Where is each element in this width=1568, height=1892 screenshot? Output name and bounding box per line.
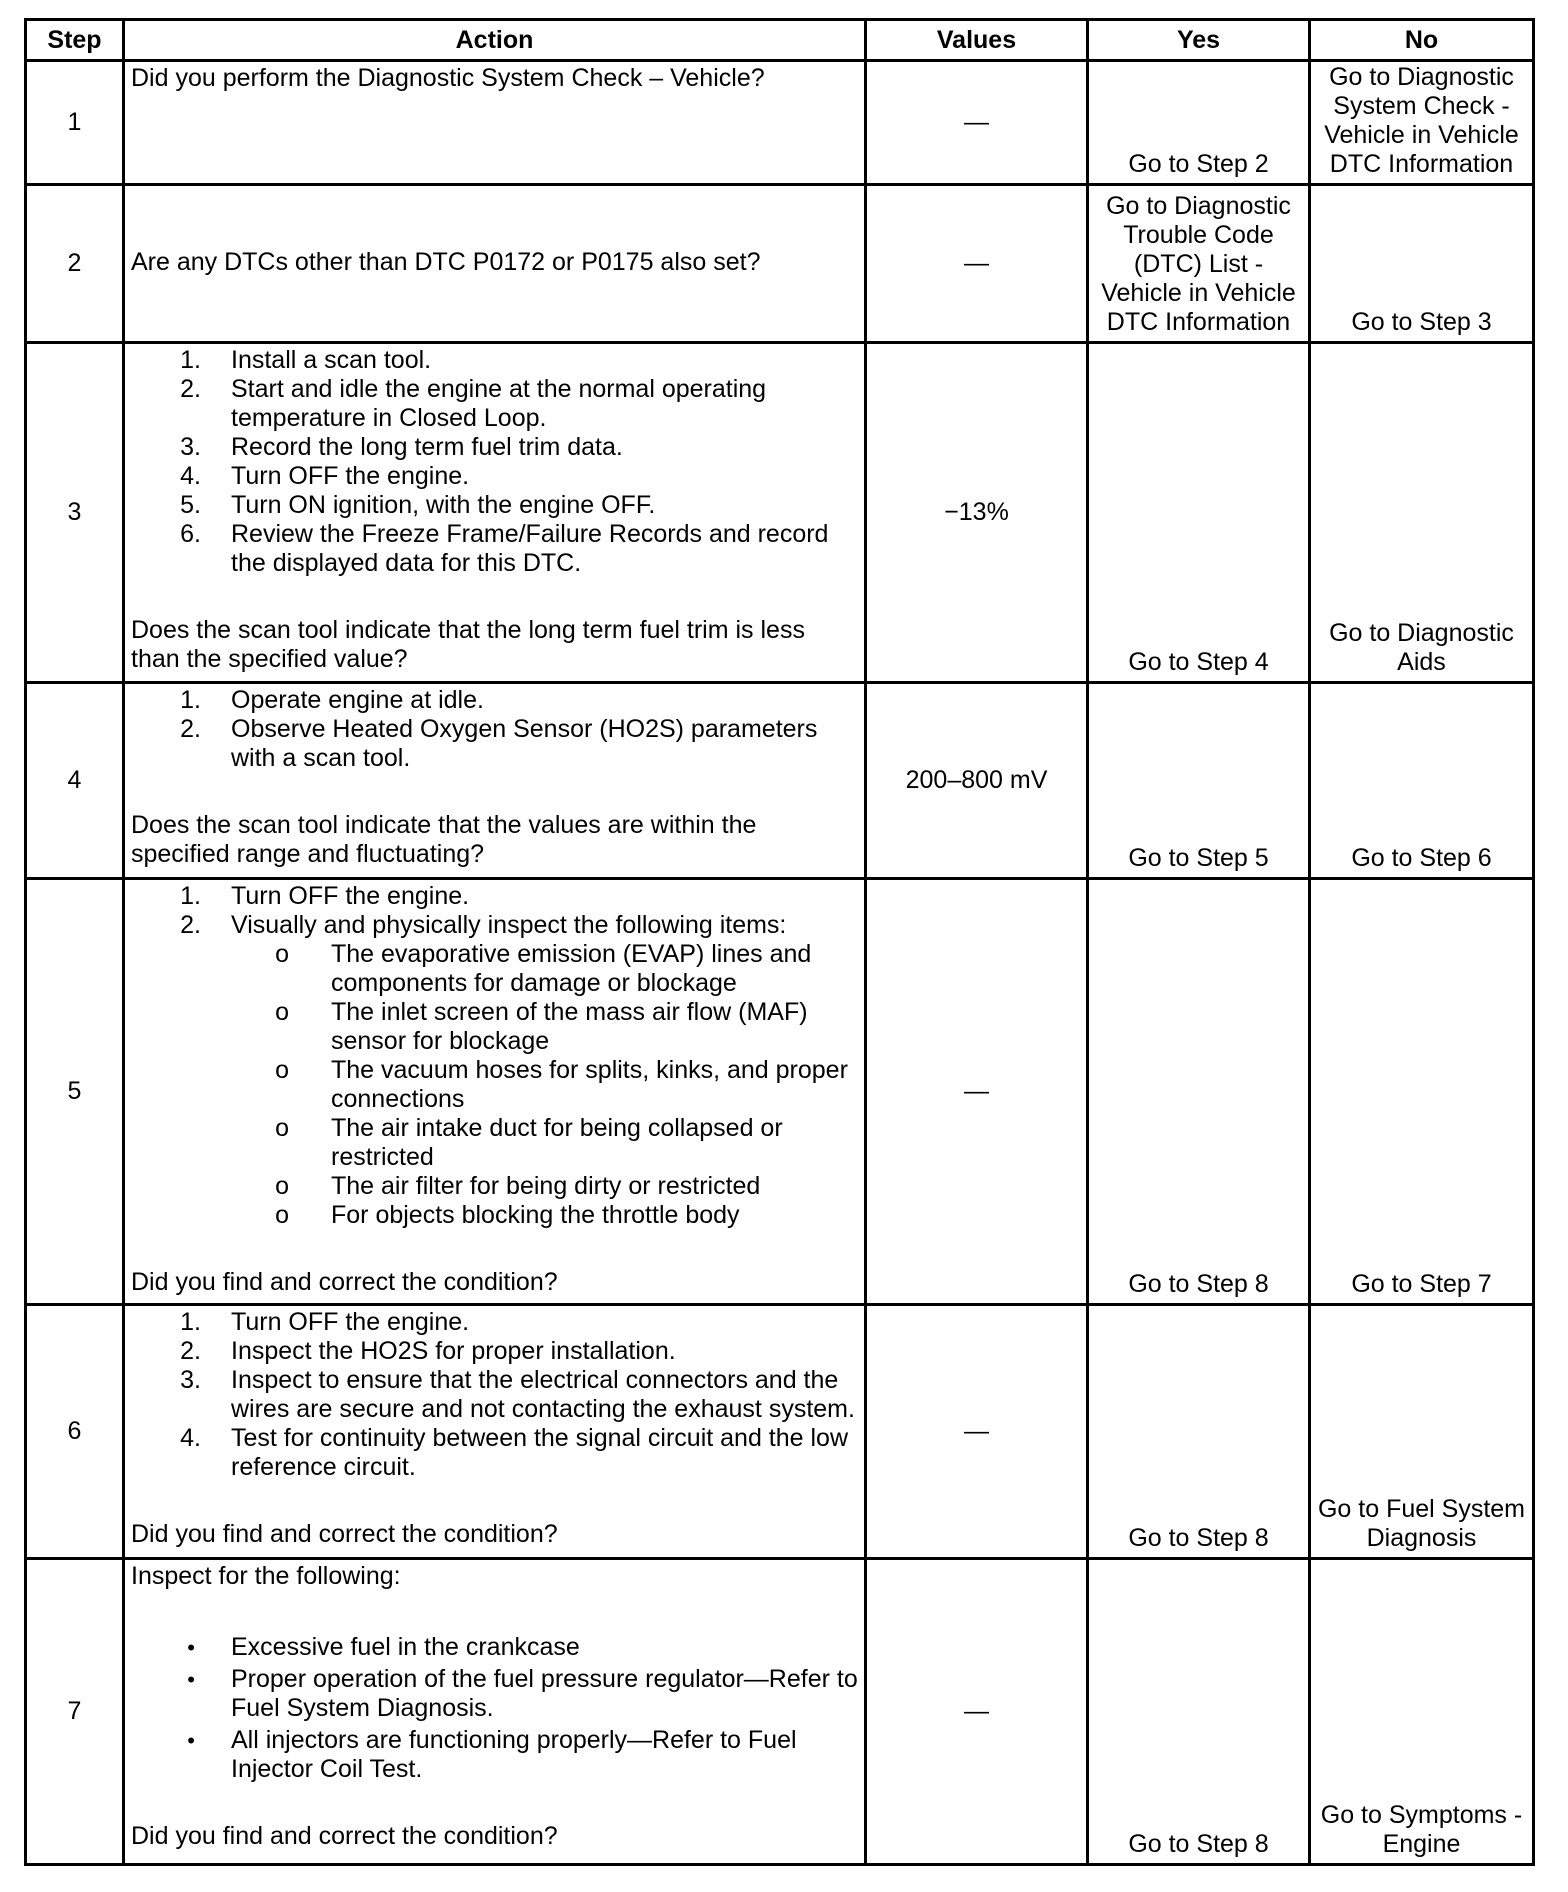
list-item: 3. Record the long term fuel trim data. — [180, 433, 623, 461]
value-cell: — — [866, 61, 1088, 185]
action-cell — [124, 683, 866, 879]
list-item: 1. Turn OFF the engine. — [180, 882, 470, 910]
step-list — [131, 882, 860, 940]
step-number: 1 — [26, 61, 124, 185]
step-number: 7 — [26, 1559, 124, 1865]
list-item: o The inlet screen of the mass air flow (MAF) sensor for blockage — [275, 998, 808, 1055]
list-item: 2. Visually and physically inspect the following items: — [180, 911, 787, 939]
list-item: o The air filter for being dirty or restricted — [275, 1172, 761, 1200]
table-row — [26, 683, 1534, 879]
action-question: Did you perform the Diagnostic System Check – Vehicle? — [131, 64, 765, 92]
list-item: • All injectors are functioning properly—Refer to Fuel Injector Coil Test. — [187, 1726, 797, 1783]
yes-cell: Go to Diagnostic Trouble Code (DTC) List - Vehicle in Vehicle DTC Information — [1088, 185, 1310, 343]
value-cell: — — [866, 185, 1088, 343]
step-list — [131, 686, 860, 773]
list-item: 1. Operate engine at idle. — [180, 686, 484, 714]
list-item: 4. Test for continuity between the signal circuit and the low reference circuit. — [180, 1424, 849, 1481]
yes-cell: Go to Step 2 — [1088, 61, 1310, 185]
step-number: 5 — [26, 879, 124, 1305]
table-row — [26, 1305, 1534, 1559]
header-step: Step — [26, 20, 124, 61]
action-intro: Inspect for the following: — [131, 1562, 401, 1590]
action-cell — [124, 61, 866, 185]
list-item: 1. Turn OFF the engine. — [180, 1308, 470, 1336]
yes-cell: Go to Step 5 — [1088, 683, 1310, 879]
action-question: Did you find and correct the condition? — [131, 1268, 558, 1296]
action-cell — [124, 343, 866, 683]
header-no: No — [1310, 20, 1534, 61]
no-cell: Go to Symptoms - Engine — [1310, 1559, 1534, 1865]
value-cell: — — [866, 879, 1088, 1305]
step-list — [131, 1308, 860, 1482]
header-values: Values — [866, 20, 1088, 61]
list-item: 2. Inspect the HO2S for proper installation. — [180, 1337, 676, 1365]
value-cell: — — [866, 1305, 1088, 1559]
header-yes: Yes — [1088, 20, 1310, 61]
action-question: Are any DTCs other than DTC P0172 or P0175 also set? — [131, 248, 761, 276]
step-number: 2 — [26, 185, 124, 343]
yes-cell: Go to Step 8 — [1088, 879, 1310, 1305]
list-item: o The evaporative emission (EVAP) lines and components for damage or blockage — [275, 940, 812, 997]
diagnostic-table-container — [24, 18, 1532, 1866]
no-cell: Go to Fuel System Diagnosis — [1310, 1305, 1534, 1559]
value-cell: 200–800 mV — [866, 683, 1088, 879]
list-item: 4. Turn OFF the engine. — [180, 462, 470, 490]
table-row — [26, 1559, 1534, 1865]
step-number: 6 — [26, 1305, 124, 1559]
diagnostic-table — [24, 18, 1535, 1866]
value-cell: — — [866, 1559, 1088, 1865]
header-row — [26, 20, 1534, 61]
list-item: o The air intake duct for being collapsed or restricted — [275, 1114, 783, 1171]
header-action: Action — [124, 20, 866, 61]
action-cell — [124, 1559, 866, 1865]
yes-cell: Go to Step 4 — [1088, 343, 1310, 683]
action-cell — [124, 185, 866, 343]
list-item: 5. Turn ON ignition, with the engine OFF. — [180, 491, 656, 519]
list-item: 2. Start and idle the engine at the normal operating temperature in Closed Loop. — [180, 375, 767, 432]
list-item: 2. Observe Heated Oxygen Sensor (HO2S) parameters with a scan tool. — [180, 715, 818, 772]
action-question: Did you find and correct the condition? — [131, 1520, 558, 1548]
sub-item-list — [131, 940, 860, 1230]
no-cell: Go to Step 6 — [1310, 683, 1534, 879]
list-item: • Excessive fuel in the crankcase — [187, 1633, 580, 1661]
yes-cell: Go to Step 8 — [1088, 1559, 1310, 1865]
step-list — [131, 346, 860, 578]
yes-cell: Go to Step 8 — [1088, 1305, 1310, 1559]
bullet-list — [131, 1633, 860, 1784]
no-cell: Go to Step 3 — [1310, 185, 1534, 343]
list-item: • Proper operation of the fuel pressure regulator—Refer to Fuel System Diagnosis. — [187, 1665, 858, 1722]
list-item: 6. Review the Freeze Frame/Failure Records and record the displayed data for this DTC. — [180, 520, 829, 577]
list-item: o For objects blocking the throttle body — [275, 1201, 740, 1229]
no-cell: Go to Step 7 — [1310, 879, 1534, 1305]
no-cell: Go to Diagnostic Aids — [1310, 343, 1534, 683]
table-row — [26, 343, 1534, 683]
list-item: o The vacuum hoses for splits, kinks, and proper connections — [275, 1056, 848, 1113]
action-question: Does the scan tool indicate that the long term fuel trim is less than the specified value? — [131, 616, 805, 673]
action-cell — [124, 879, 866, 1305]
list-item: 3. Inspect to ensure that the electrical connectors and the wires are secure and not contacting the exhaust system. — [180, 1366, 855, 1423]
table-row — [26, 185, 1534, 343]
table-row — [26, 879, 1534, 1305]
action-question: Does the scan tool indicate that the values are within the specified range and fluctuating? — [131, 811, 757, 868]
action-question: Did you find and correct the condition? — [131, 1822, 558, 1850]
value-cell: −13% — [866, 343, 1088, 683]
no-cell: Go to Diagnostic System Check - Vehicle in Vehicle DTC Information — [1310, 61, 1534, 185]
table-row — [26, 61, 1534, 185]
step-number: 3 — [26, 343, 124, 683]
list-item: 1. Install a scan tool. — [180, 346, 432, 374]
action-cell — [124, 1305, 866, 1559]
step-number: 4 — [26, 683, 124, 879]
